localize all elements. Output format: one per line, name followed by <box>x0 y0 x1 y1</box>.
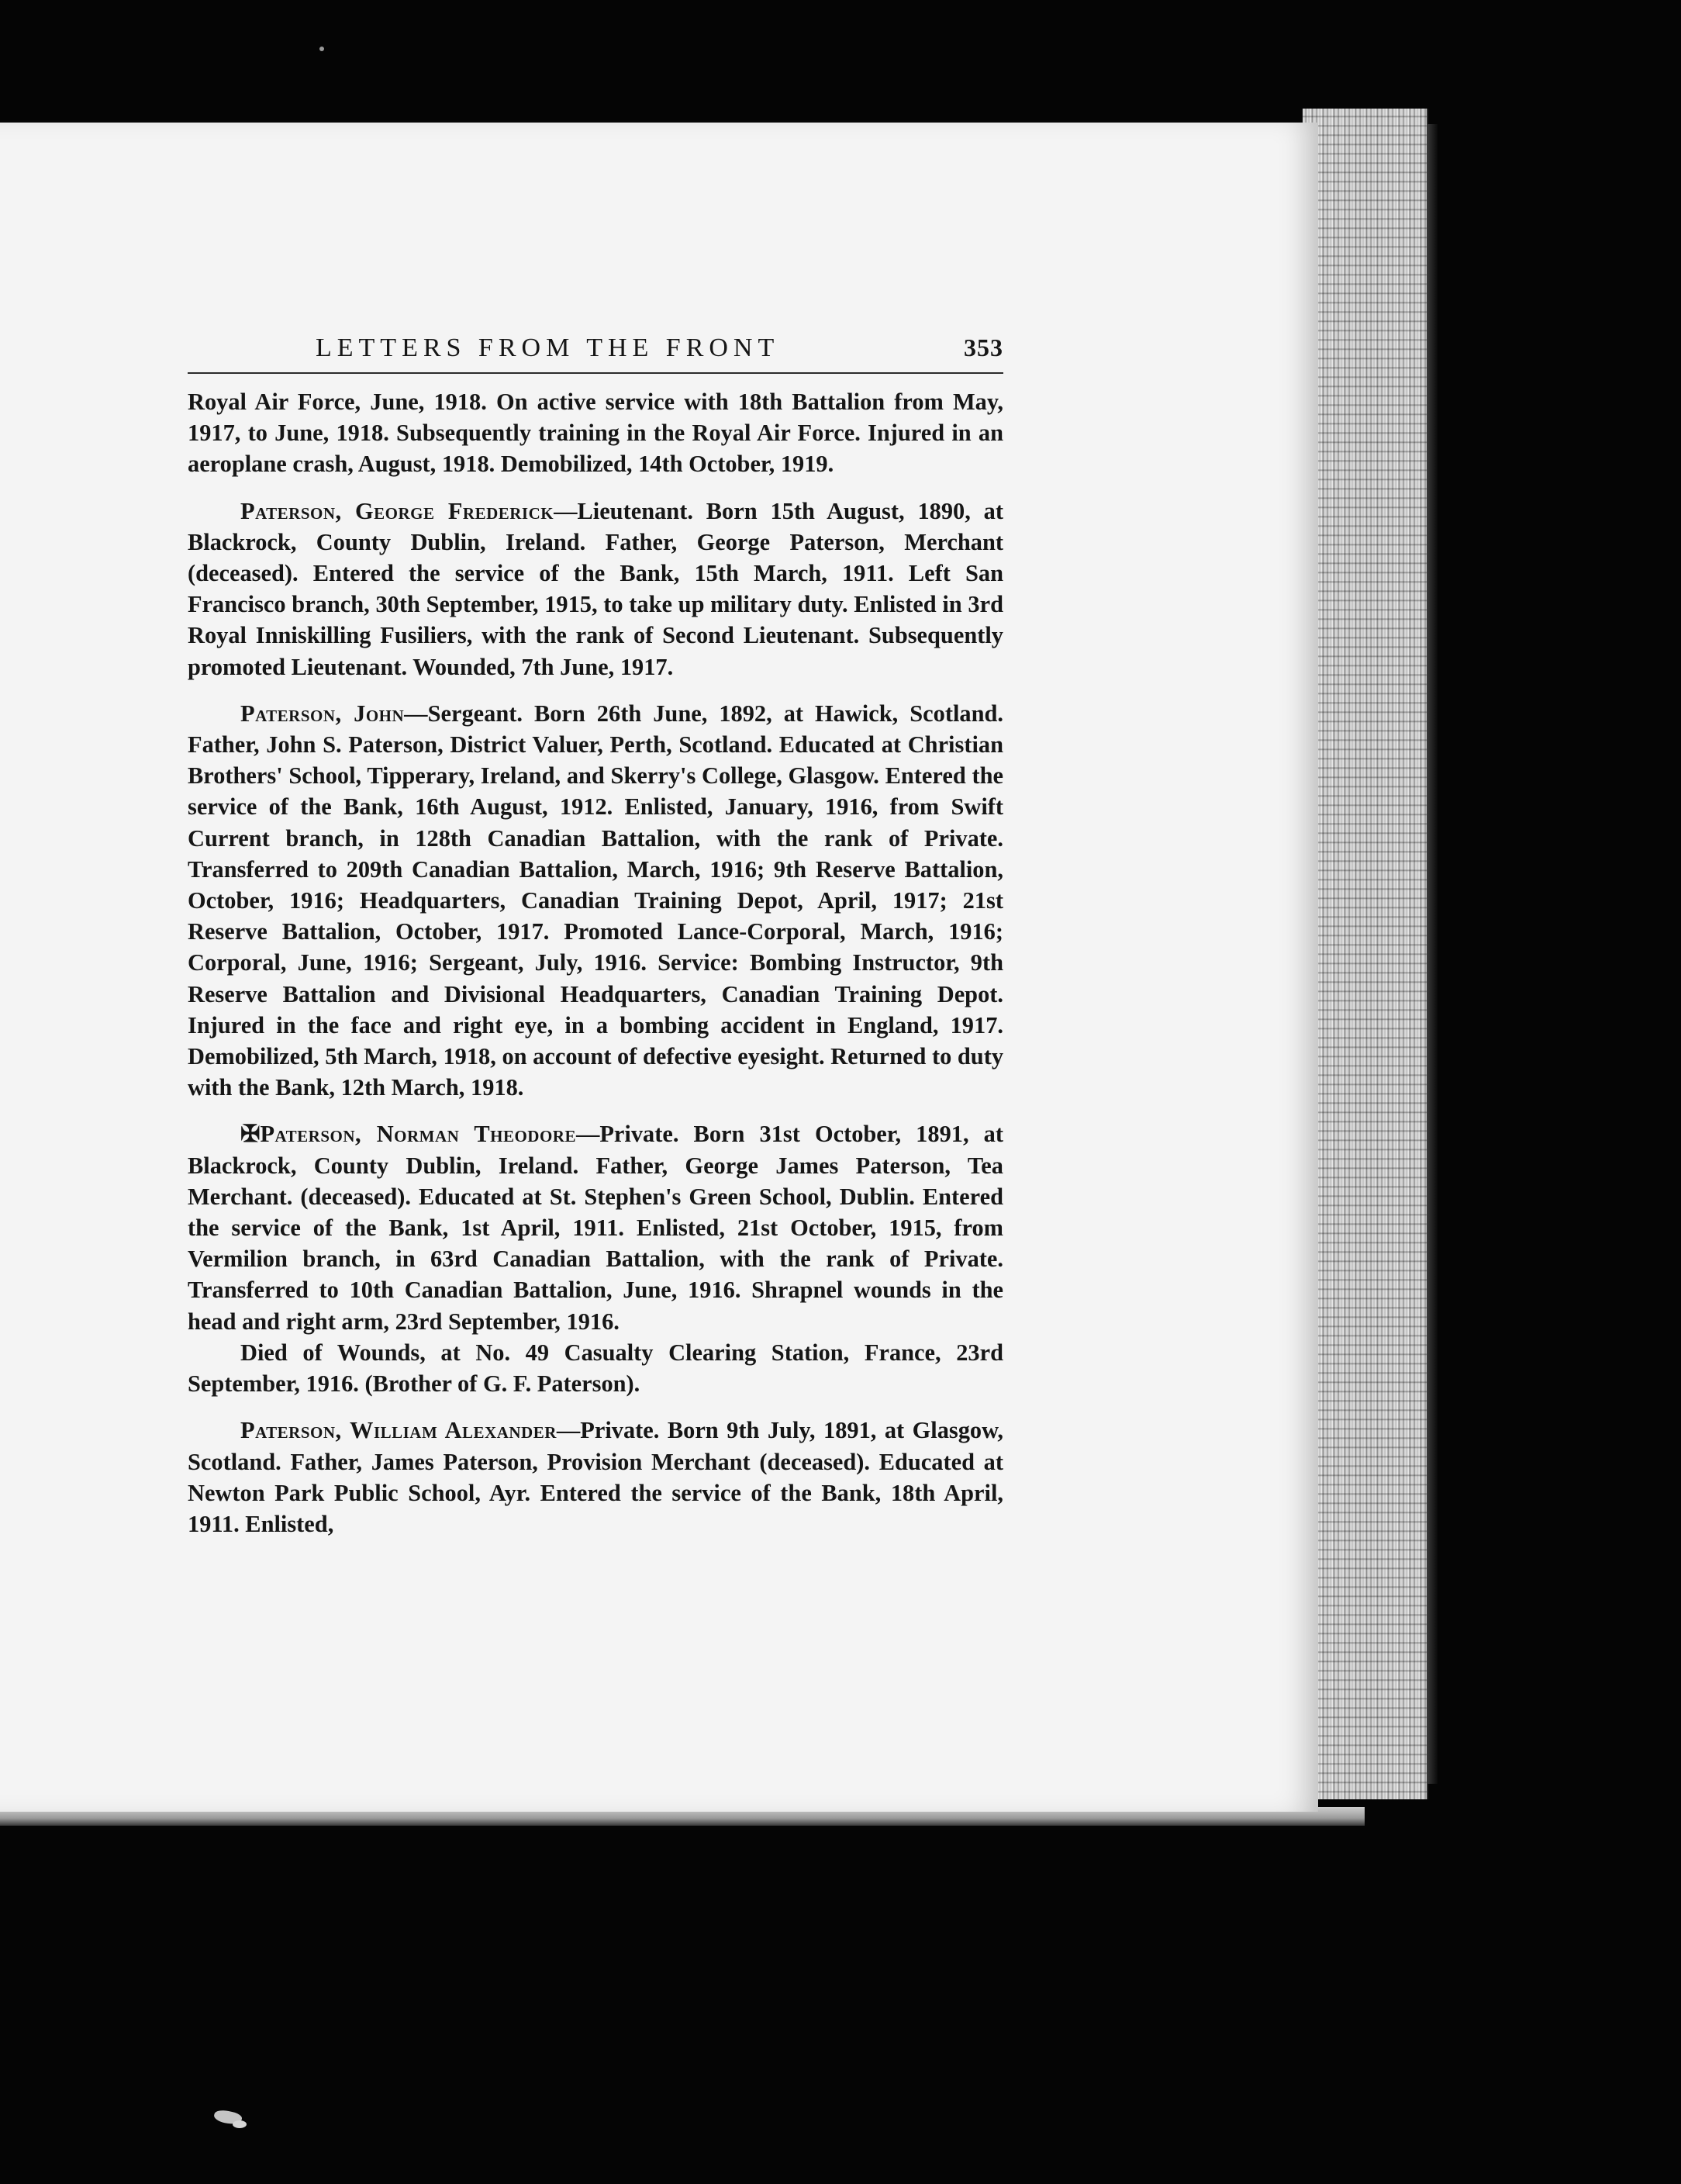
entry-name: Paterson, John <box>240 700 405 727</box>
entry-death-note <box>188 1337 1003 1399</box>
entry-text: —Sergeant. Born 26th June, 1892, at Hawick, Scotland. Father, John S. Paterson, District Valuer, Perth, Scotland. Educated at Christian Brothers' School, Tipperary, Ireland, and Skerry's College, Glasgow. Entered the service of the Bank, 16th August, 1912. Enlisted, January, 1916, from Swift Current branch, in 128th Canadian Battalion, with the rank of Private. Transferred to 209th Canadian Battalion, March, 1916; 9th Reserve Battalion, October, 1916; Headquarters, Canadian Training Depot, April, 1917; 21st Reserve Battalion, October, 1917. Promoted Lance-Corporal, March, 1916; Corporal, June, 1916; Sergeant, July, 1916. Service: Bombing Instructor, 9th Reserve Battalion and Divisional Headquarters, Canadian Training Depot. Injured in the face and right eye, in a bombing accident in England, 1917. Demobilized, 5th March, 1918, on account of defective eyesight. Returned to duty with the Bank, 12th March, 1918. <box>188 700 1004 1101</box>
text-block <box>188 333 1003 1540</box>
entry-name: Paterson, George Frederick <box>240 497 554 524</box>
entry-name: Paterson, Norman Theodore <box>260 1121 576 1148</box>
memorial-cross-icon: ✠ <box>240 1121 261 1148</box>
book-fore-edge <box>1303 109 1428 1799</box>
entry-paterson-george-frederick <box>188 496 1003 682</box>
running-title: LETTERS FROM THE FRONT <box>316 333 780 362</box>
dust-mark <box>233 2120 247 2128</box>
entry-name: Paterson, William Alexander <box>240 1417 557 1444</box>
entry-text: —Private. Born 9th July, 1891, at Glasgow, Scotland. Father, James Paterson, Provision Merchant (deceased). Educated at Newton Park Public School, Ayr. Entered the service of the Bank, 18th April, 1911. Enlisted, <box>188 1417 1003 1537</box>
paragraph-text: Royal Air Force, June, 1918. On active service with 18th Battalion from May, 1917, to June, 1918. Subsequently training in the Royal Air Force. Injured in an aeroplane crash, August, 1918. Demobilized, 14th October, 1919. <box>188 389 1003 478</box>
running-head <box>188 333 1003 374</box>
entry-paterson-norman-theodore <box>188 1118 1003 1336</box>
paragraph-continuation <box>188 386 1003 480</box>
entry-text: —Lieutenant. Born 15th August, 1890, at Blackrock, County Dublin, Ireland. Father, George Paterson, Merchant (deceased). Entered the service of the Bank, 15th March, 1911. Left San Francisco branch, 30th September, 1915, to take up military duty. Enlisted in 3rd Royal Inniskilling Fusiliers, with the rank of Second Lieutenant. Subsequently promoted Lieutenant. Wounded, 7th June, 1917. <box>188 497 1003 680</box>
dust-mark <box>319 47 324 51</box>
entry-paterson-john <box>188 698 1003 1104</box>
page-number: 353 <box>964 333 1003 361</box>
entry-text: —Private. Born 31st October, 1891, at Blackrock, County Dublin, Ireland. Father, George James Paterson, Tea Merchant. (deceased). Educated at St. Stephen's Green School, Dublin. Entered the service of the Bank, 1st April, 1911. Enlisted, 21st October, 1915, from Vermilion branch, in 63rd Canadian Battalion, with the rank of Private. Transferred to 10th Canadian Battalion, June, 1916. Shrapnel wounds in the head and right arm, 23rd September, 1916. <box>188 1121 1003 1335</box>
entry-paterson-william-alexander <box>188 1415 1003 1540</box>
entry-text: Died of Wounds, at No. 49 Casualty Clearing Station, France, 23rd September, 1916. (Brother of G. F. Paterson). <box>188 1339 1003 1398</box>
